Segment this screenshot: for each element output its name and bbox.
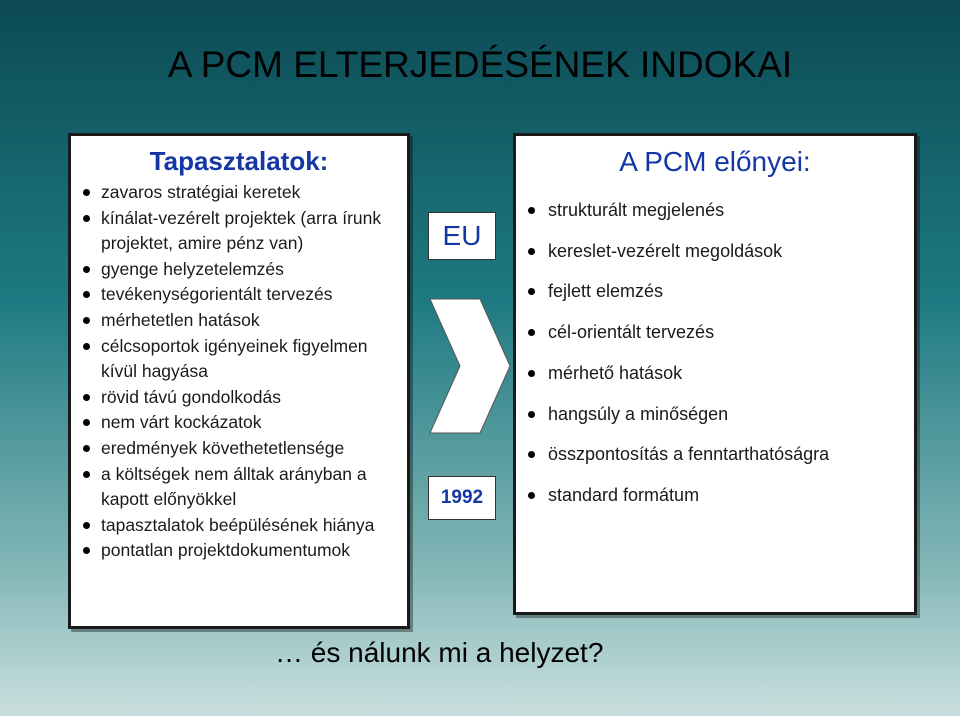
eu-label-box (428, 212, 496, 260)
advantages-panel (513, 133, 917, 615)
chevron-shape (430, 299, 510, 433)
list-item: összpontosítás a fenntarthatóságra (524, 434, 908, 475)
list-item: tapasztalatok beépülésének hiánya (79, 513, 401, 539)
chevron-right-icon (422, 295, 514, 437)
list-item: strukturált megjelenés (524, 190, 908, 231)
list-item: pontatlan projektdokumentumok (79, 538, 401, 564)
list-item: mérhetetlen hatások (79, 308, 401, 334)
closing-question: … és nálunk mi a helyzet? (275, 637, 604, 668)
advantages-list (524, 190, 908, 516)
list-item: a költségek nem álltak arányban a kapott előnyökkel (79, 462, 401, 513)
slide-title: A PCM ELTERJEDÉSÉNEK INDOKAI (167, 44, 793, 85)
list-item: fejlett elemzés (524, 271, 908, 312)
experiences-panel (68, 133, 410, 629)
list-item: standard formátum (524, 475, 908, 516)
year-label-box (428, 476, 496, 520)
experiences-heading: Tapasztalatok: (149, 146, 329, 176)
list-item: kereslet-vezérelt megoldások (524, 231, 908, 272)
experiences-list (79, 180, 401, 564)
list-item: kínálat-vezérelt projektek (arra írunk projektet, amire pénz van) (79, 206, 401, 257)
list-item: mérhető hatások (524, 353, 908, 394)
list-item: tevékenységorientált tervezés (79, 282, 401, 308)
eu-label: EU (442, 220, 482, 251)
list-item: célcsoportok igényeinek figyelmen kívül hagyása (79, 334, 401, 385)
list-item: nem várt kockázatok (79, 410, 401, 436)
list-item: hangsúly a minőségen (524, 394, 908, 435)
list-item: rövid távú gondolkodás (79, 385, 401, 411)
list-item: cél-orientált tervezés (524, 312, 908, 353)
list-item: zavaros stratégiai keretek (79, 180, 401, 206)
year-label: 1992 (440, 487, 484, 508)
list-item: gyenge helyzetelemzés (79, 257, 401, 283)
advantages-heading: A PCM előnyei: (619, 146, 811, 177)
list-item: eredmények követhetetlensége (79, 436, 401, 462)
